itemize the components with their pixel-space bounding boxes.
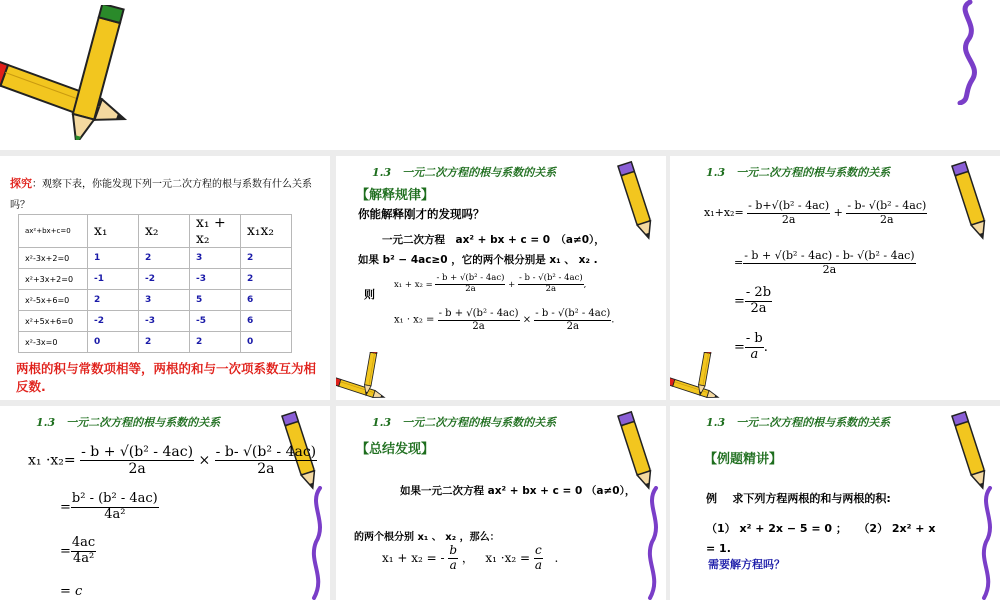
roots-statement: 的两个根分别 x₁ 、 x₂ ，那么： [354,532,500,543]
value-cell: 2 [241,248,292,269]
product-derivation-step3: = $\frac{4ac}{\text{4a²}}$ [60,535,96,566]
reduced-numerator: 4ac [71,535,96,550]
product-lhs: x₁ ·x₂ = [485,550,531,565]
example-part-2: （2） 2x² + x [858,522,936,535]
sum-formula: x₁ + x₂ = $\frac{\text{- b + √(b² - 4ac)}}{2a}$ + $\frac{\text{- b - √(b² - 4ac)}}{2a}$ , [394,273,587,294]
section-title: 【总结发现】 [356,442,435,457]
summary-statement: 如果一元二次方程 ax² + bx + c = 0 （a≠0）， [400,485,636,497]
equation-cell: x²-3x=0 [19,332,88,353]
value-cell: -1 [88,269,139,290]
combined-numerator: - b + √(b² - 4ac) - b- √(b² - 4ac) [744,249,915,262]
expanded-denominator: 4a² [104,506,126,522]
squiggle-icon [976,486,1000,600]
product-numerator: c [535,543,542,557]
sum-lhs: x₁ + x₂ = [394,279,433,290]
conclusion-text: 两根的积与常数项相等，两根的和与一次项系数互为相反数. [16,361,317,394]
equation-cell: x²+3x+2=0 [19,269,88,290]
value-cell: -5 [190,311,241,332]
value-cell: 0 [241,332,292,353]
equation-cell: x²-5x+6=0 [19,290,88,311]
section-title: 【解释规律】 [356,188,435,203]
example-parts [706,520,935,536]
table-header-row [19,215,292,248]
sum-derivation-step4: = $\frac{- b}{a}$ . [734,331,768,362]
slide-header: 1.3 一元二次方程的根与系数的关系 [372,166,557,179]
value-cell: -2 [88,311,139,332]
slide-thumbnail-5[interactable] [336,406,666,600]
sum-derivation-step3: = $\frac{- 2b}{2a}$ [734,285,772,316]
sum-denominator: a [449,557,457,572]
product-denominator: a [534,557,542,572]
value-cell: -2 [139,269,190,290]
denominator: 2a [257,461,275,478]
value-cell: -3 [139,311,190,332]
sum-denominator: 2a [545,283,557,294]
product-formula: x₁ · x₂ = $\frac{\text{- b + √(b² - 4ac)}}{2a}$ × $\frac{\text{- b - √(b² - 4ac)}}{2a}$ . [394,308,615,332]
then-label: 则 [364,288,375,301]
product-lhs: x₁ · x₂ = [394,314,435,326]
slide-thumbnail-6[interactable] [670,406,1000,600]
value-cell: 6 [241,311,292,332]
section-title: 【例题精讲】 [704,452,783,467]
value-cell: 5 [190,290,241,311]
sum-numerator: b [449,543,458,557]
example-text: 求下列方程两根的和与两根的积: [732,492,891,505]
sum-lhs: x₁ + x₂ = - [382,550,445,565]
denominator: 2a [128,461,146,478]
value-cell: 1 [88,248,139,269]
numerator-plus: - b+√(b² - 4ac) [748,199,830,212]
value-cell: -3 [190,269,241,290]
example-label: 例 [706,492,717,505]
value-cell: 2 [241,269,292,290]
equation-line: 一元二次方程 ax² + bx + c = 0 （a≠0）， [382,234,605,246]
slide-header: 1.3 一元二次方程的根与系数的关系 [706,416,891,429]
roots-table [18,214,292,353]
final-denominator: a [750,346,759,362]
equation-cell: x²+5x+6=0 [19,311,88,332]
pencils-clipart-icon [670,352,740,400]
simplified-numerator: - 2b [745,285,772,300]
squiggle-icon [642,486,666,600]
table-row [19,290,292,311]
slide-header: 1.3 一元二次方程的根与系数的关系 [706,166,891,179]
pencils-clipart-icon [336,352,406,400]
table-header-cell: x₁ [88,215,139,248]
sum-numerator-plus: - b + √(b² - 4ac) [436,273,505,283]
pencils-clipart-icon [0,5,150,140]
value-cell: 2 [139,248,190,269]
sum-numerator-minus: - b - √(b² - 4ac) [518,273,583,283]
slide-thumbnail-3[interactable] [670,156,1000,400]
top-area [0,0,1000,150]
denominator: 2a [880,212,894,226]
expanded-numerator: b² - (b² - 4ac) [71,491,158,506]
explore-question: ：观察下表，你能发现下列一元二次方程的根与系数有什么关系吗？ [10,179,312,211]
value-cell: 6 [241,290,292,311]
value-cell: 2 [190,332,241,353]
product-lhs: x₁ ·x₂= [28,452,76,469]
pencil-icon [950,408,1000,498]
sum-denominator: 2a [465,283,476,294]
numerator-minus: - b- √(b² - 4ac) [215,444,317,460]
table-header-cell: x₁x₂ [241,215,292,248]
vieta-formulas: x₁ + x₂ = - $\frac{b}{a}$ ， x₁ ·x₂ = $\frac{c}{a}$ . [382,543,559,572]
equation-cell: x²-3x+2=0 [19,248,88,269]
denominator: 2a [750,300,767,316]
product-denominator: 2a [472,320,485,332]
table-header-cell: ax²+bx+c=0 [19,215,88,248]
example-part-2-cont: = 1. [706,542,731,555]
product-derivation-step2: = $\frac{\text{b² - (b² - 4ac)}}{\text{4a²}}$ [60,491,158,522]
slide-header: 1.3 一元二次方程的根与系数的关系 [372,416,557,429]
question-text: 你能解释刚才的发现吗？ [358,207,485,221]
follow-up-question: 需要解方程吗？ [708,558,785,571]
table-row [19,269,292,290]
denominator: 2a [781,212,796,226]
product-numerator-plus: - b + √(b² - 4ac) [438,308,519,319]
value-cell: 3 [190,248,241,269]
slide-header: 1.3 一元二次方程的根与系数的关系 [36,416,221,429]
squiggle-icon [950,0,990,105]
value-cell: 0 [88,332,139,353]
example-part-1: （1） x² + 2x − 5 = 0 ； [706,522,847,535]
denominator: 2a [822,262,837,276]
reduced-denominator: 4a² [72,550,95,566]
squiggle-icon [306,486,330,600]
slide-thumbnail-2[interactable] [336,156,666,400]
sum-derivation-step1: x₁+x₂= $\frac{\text{- b+√(b² - 4ac)}}{2a}$ + $\frac{\text{- b- √(b² - 4ac)}}{2a}$ [704,199,927,226]
example-line [706,490,891,506]
numerator-minus: - b- √(b² - 4ac) [847,199,927,212]
pencil-icon [616,158,666,248]
product-derivation-step4: = c [60,584,83,599]
table-row [19,332,292,353]
product-derivation-step1: x₁ ·x₂= $\frac{\text{- b + √(b² - 4ac)}}{2a}$ × $\frac{\text{- b- √(b² - 4ac)}}{2a}$ [28,444,317,478]
value-cell: 2 [88,290,139,311]
sum-derivation-step2: = $\frac{\text{- b + √(b² - 4ac) - b- √(b² - 4ac)}}{2a}$ [734,249,915,276]
final-numerator: c [75,584,83,599]
explore-label: 探究 [10,177,32,190]
final-numerator: - b [745,331,763,346]
product-numerator-minus: - b - √(b² - 4ac) [535,308,611,319]
product-denominator: 2a [566,320,579,332]
explore-prompt [10,174,322,216]
numerator-plus: - b + √(b² - 4ac) [81,444,194,460]
table-header-cell: x₂ [139,215,190,248]
slide-thumbnail-4[interactable] [0,406,330,600]
value-cell: 2 [139,332,190,353]
sum-lhs: x₁+x₂= [704,206,744,220]
table-header-cell: x₁ + x₂ [190,215,241,248]
table-row [19,311,292,332]
pencil-icon [950,158,1000,248]
condition-line: 如果 b² − 4ac≥0 ，它的两个根分别是 x₁ 、 x₂ . [358,254,598,266]
slide-thumbnail-1[interactable] [0,156,330,400]
table-row [19,248,292,269]
value-cell: 3 [139,290,190,311]
